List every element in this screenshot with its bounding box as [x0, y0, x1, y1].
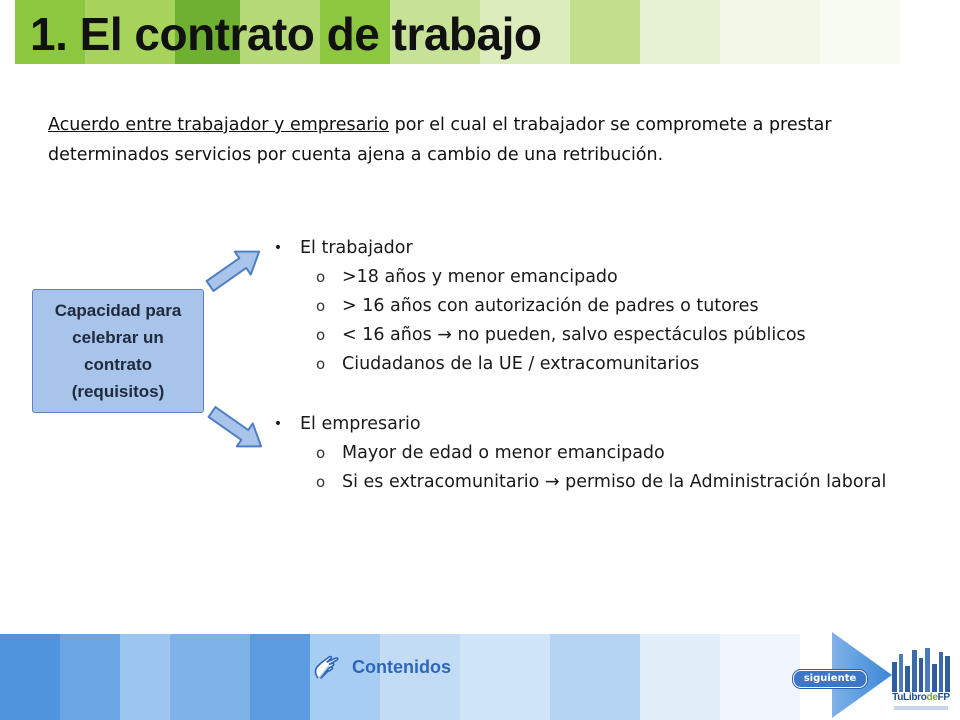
definition-underlined: Acuerdo entre trabajador y empresario	[48, 115, 390, 135]
empresario-group	[272, 410, 960, 497]
contenidos-label: Contenidos	[352, 656, 451, 677]
trabajador-group	[272, 234, 960, 379]
pointing-hand-icon	[312, 652, 342, 682]
arrow-down-icon	[200, 400, 280, 460]
capacity-requirements-box	[32, 289, 204, 413]
contract-definition	[48, 110, 928, 170]
right-arrow-icon: →	[544, 472, 560, 492]
capacity-box-label: Capacidad para celebrar un contrato (requisitos)	[54, 301, 182, 401]
right-arrow-icon: →	[437, 325, 452, 345]
list-item	[272, 468, 912, 497]
bullet-icon: •	[273, 416, 283, 432]
logo-text	[888, 692, 954, 703]
sub-bullet-icon: o	[316, 355, 326, 373]
definition-rest: por el cual el trabajador se compromete a prestar determinados servicios por cuenta ajena a cambio de una retribución.	[48, 115, 832, 165]
list-item-text: Mayor de edad o menor emancipado	[342, 443, 665, 463]
list-item-text: permiso de la Administración laboral	[559, 472, 887, 492]
list-item	[272, 263, 960, 292]
empresario-title: El empresario	[300, 414, 421, 434]
trabajador-title: El trabajador	[300, 238, 413, 258]
logo-text-part: TuLibro	[892, 692, 927, 703]
sub-bullet-icon: o	[316, 268, 326, 286]
sub-bullet-icon: o	[316, 444, 326, 462]
list-item	[272, 439, 960, 468]
sub-bullet-icon: o	[316, 473, 326, 491]
list-item-text: > 16 años con autorización de padres o tutores	[342, 296, 759, 316]
sub-bullet-icon: o	[316, 297, 326, 315]
list-item	[272, 350, 960, 379]
book-bars-icon	[892, 646, 950, 692]
list-item	[272, 292, 960, 321]
empresario-heading	[272, 410, 960, 439]
slide-title: 1. El contrato de trabajo	[30, 8, 542, 60]
logo-text-part: FP	[937, 692, 950, 703]
arrow-up-icon	[200, 240, 280, 300]
list-item-text: Si es extracomunitario	[342, 472, 545, 492]
next-button[interactable]: siguiente	[793, 670, 867, 688]
list-item-text: no pueden, salvo espectáculos públicos	[451, 325, 806, 345]
bullet-icon: •	[273, 240, 283, 256]
list-item-text: Ciudadanos de la UE / extracomunitarios	[342, 354, 700, 374]
contenidos-link[interactable]	[312, 652, 451, 682]
tulibrodefp-logo	[888, 640, 954, 716]
trabajador-heading	[272, 234, 960, 263]
list-item	[272, 321, 960, 350]
list-item-text: < 16 años	[342, 325, 438, 345]
list-item-text: >18 años y menor emancipado	[342, 267, 618, 287]
sub-bullet-icon: o	[316, 326, 326, 344]
logo-text-part: de	[926, 692, 938, 703]
